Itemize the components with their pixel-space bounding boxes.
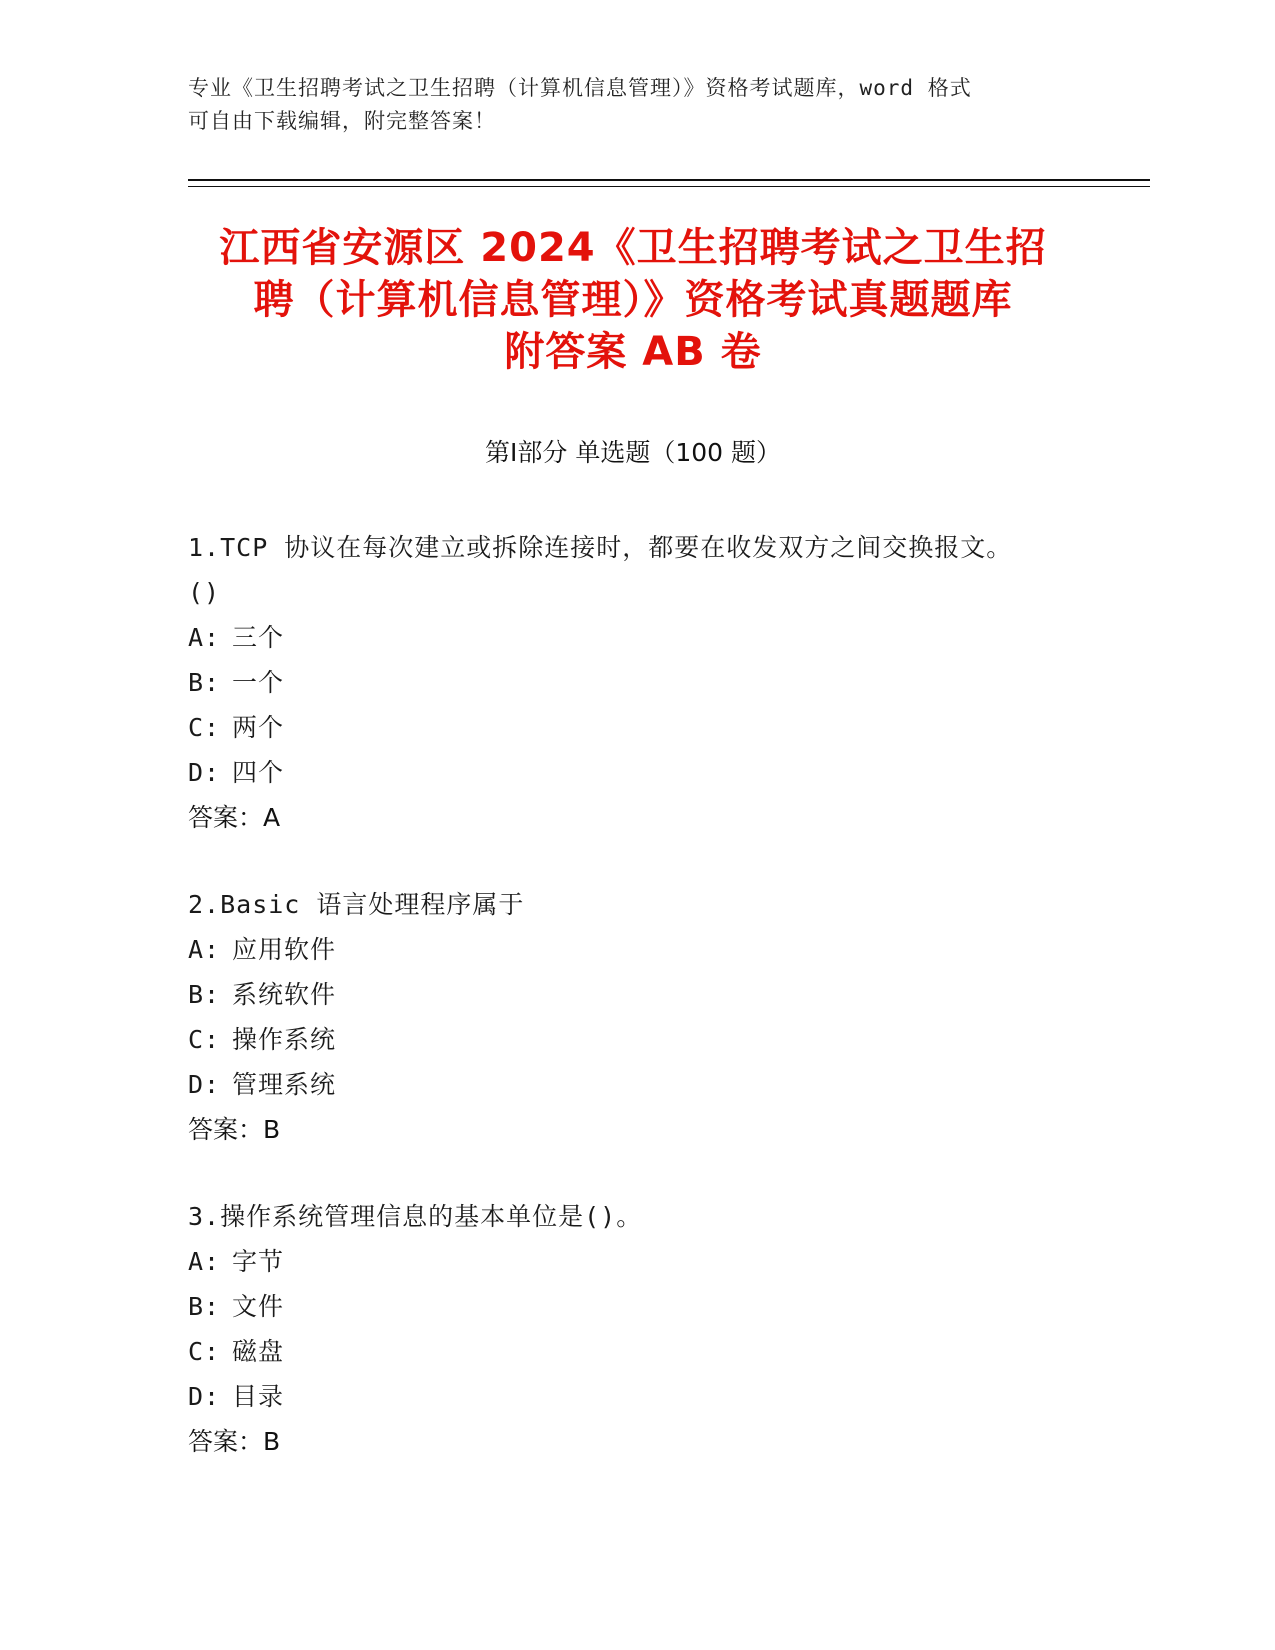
- header-note-line-2: 可自由下载编辑，附完整答案！: [188, 109, 496, 133]
- option-key: B:: [188, 1292, 221, 1321]
- option-b: [188, 660, 1088, 705]
- answer: 答案：B: [188, 1427, 281, 1456]
- option-d: [188, 1062, 1088, 1107]
- header-rule-thick: [188, 179, 1150, 181]
- question-list: [188, 525, 1088, 1506]
- option-b: [188, 1284, 1088, 1329]
- option-text: 两个: [232, 713, 285, 742]
- option-text: 三个: [232, 623, 285, 652]
- option-text: 一个: [232, 668, 285, 697]
- option-a: [188, 1239, 1088, 1284]
- option-text: 操作系统: [232, 1025, 337, 1054]
- document-title-line-3: 附答案 AB 卷: [504, 329, 762, 375]
- option-key: D:: [188, 1382, 221, 1411]
- option-text: 应用软件: [232, 935, 337, 964]
- answer: 答案：B: [188, 1115, 281, 1144]
- document-title-line-2: 聘（计算机信息管理）》资格考试真题题库: [253, 277, 1013, 323]
- document-title: [188, 222, 1078, 378]
- option-a: [188, 927, 1088, 972]
- option-text: 文件: [232, 1292, 285, 1321]
- option-c: [188, 1017, 1088, 1062]
- option-key: D:: [188, 758, 221, 787]
- answer: 答案：A: [188, 803, 281, 832]
- option-key: C:: [188, 1025, 221, 1054]
- option-text: 四个: [232, 758, 285, 787]
- option-text: 磁盘: [232, 1337, 285, 1366]
- option-key: C:: [188, 1337, 221, 1366]
- option-key: B:: [188, 668, 221, 697]
- option-key: D:: [188, 1070, 221, 1099]
- option-d: [188, 1374, 1088, 1419]
- option-a: [188, 615, 1088, 660]
- header-rule-thin: [188, 186, 1150, 187]
- option-text: 管理系统: [232, 1070, 337, 1099]
- option-text: 系统软件: [232, 980, 337, 1009]
- question-3: [188, 1194, 1088, 1464]
- option-key: A:: [188, 1247, 221, 1276]
- option-key: A:: [188, 935, 221, 964]
- section-title: 第Ⅰ部分 单选题（100 题）: [485, 438, 781, 467]
- question-stem: 2.Basic 语言处理程序属于: [188, 890, 525, 919]
- option-text: 目录: [232, 1382, 285, 1411]
- question-stem: 3.操作系统管理信息的基本单位是()。: [188, 1202, 643, 1231]
- option-d: [188, 750, 1088, 795]
- header-note-line-1: 专业《卫生招聘考试之卫生招聘（计算机信息管理）》资格考试题库，word 格式: [188, 76, 972, 100]
- option-c: [188, 705, 1088, 750]
- question-stem: 1.TCP 协议在每次建立或拆除连接时，都要在收发双方之间交换报文。: [188, 533, 1013, 562]
- header-note: [188, 72, 1068, 138]
- question-stem-continuation: (): [188, 578, 221, 607]
- option-key: C:: [188, 713, 221, 742]
- option-b: [188, 972, 1088, 1017]
- option-c: [188, 1329, 1088, 1374]
- option-text: 字节: [232, 1247, 285, 1276]
- question-1: [188, 525, 1088, 840]
- option-key: B:: [188, 980, 221, 1009]
- document-title-line-1: 江西省安源区 2024《卫生招聘考试之卫生招: [219, 225, 1047, 271]
- option-key: A:: [188, 623, 221, 652]
- question-2: [188, 882, 1088, 1152]
